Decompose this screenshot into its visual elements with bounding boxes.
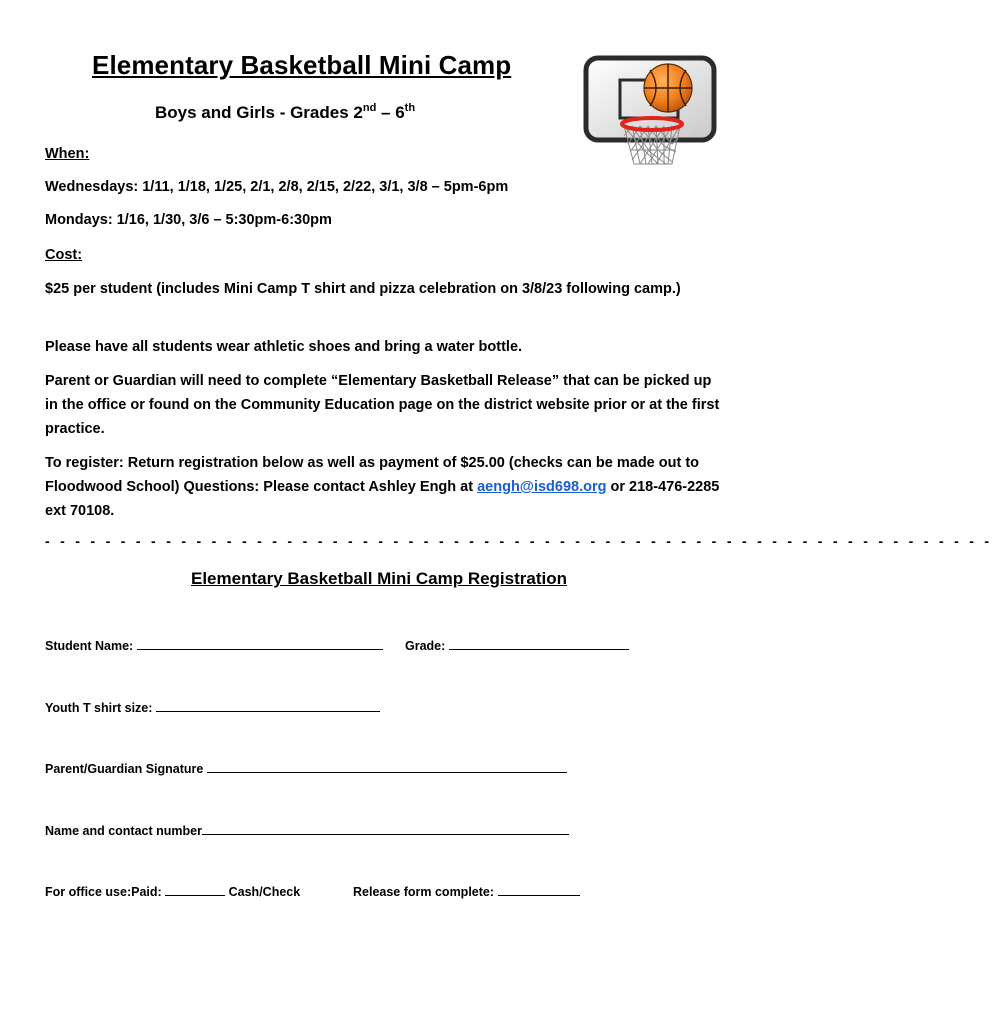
- subtitle: [155, 103, 415, 123]
- signature-blank[interactable]: [207, 759, 567, 773]
- grade-blank[interactable]: [449, 636, 629, 650]
- subtitle-mid: – 6: [376, 103, 405, 122]
- release-complete-label: Release form complete:: [353, 885, 498, 899]
- paid-blank[interactable]: [165, 882, 225, 896]
- tshirt-size-field[interactable]: [45, 698, 380, 715]
- contact-field[interactable]: [45, 821, 569, 838]
- student-name-field[interactable]: [45, 636, 383, 653]
- release-complete-field[interactable]: [353, 882, 580, 899]
- student-name-blank[interactable]: [137, 636, 383, 650]
- tshirt-size-blank[interactable]: [156, 698, 380, 712]
- office-use-label: For office use:Paid:: [45, 885, 166, 899]
- register-text: [45, 451, 730, 523]
- subtitle-sup-th: th: [404, 102, 416, 114]
- subtitle-main: Boys and Girls - Grades 2: [155, 103, 363, 122]
- release-complete-blank[interactable]: [498, 882, 580, 896]
- cash-check-label: Cash/Check: [225, 885, 301, 899]
- office-use-field[interactable]: [45, 882, 300, 899]
- register-pre: To register: Return registration below as well as payment of $25.00 (checks can be made out to Floodwood School) Questions: Please contact Ashley Engh at: [45, 455, 700, 495]
- registration-title: Elementary Basketball Mini Camp Registration: [191, 569, 567, 588]
- page-title: Elementary Basketball Mini Camp: [92, 50, 512, 80]
- grade-label: Grade:: [405, 639, 449, 653]
- shoes-text: Please have all students wear athletic shoes and bring a water bottle.: [45, 339, 523, 355]
- cut-line: - - - - - - - - - - - - - - - - - - - - - - - - - - - - - - - - - - - - - - - - - - - - - - - - - - - - - - - - - - - - - - -: [45, 533, 992, 549]
- contact-blank[interactable]: [202, 821, 569, 835]
- release-text: Parent or Guardian will need to complete “Elementary Basketball Release” that can be picked up in the office or found on the Community Education page on the district website prior or at the first practice.: [45, 373, 720, 437]
- when-heading: [45, 142, 735, 166]
- contact-email-link[interactable]: aengh@isd698.org: [477, 479, 607, 495]
- cost-heading: [45, 243, 735, 267]
- wednesdays-text: Wednesdays: 1/11, 1/18, 1/25, 2/1, 2/8, 2/15, 2/22, 3/1, 3/8 – 5pm-6pm: [45, 179, 509, 195]
- mondays-text: Mondays: 1/16, 1/30, 3/6 – 5:30pm-6:30pm: [45, 212, 332, 228]
- signature-label: Parent/Guardian Signature: [45, 762, 207, 776]
- when-heading-text: When:: [45, 146, 90, 162]
- student-name-label: Student Name:: [45, 639, 137, 653]
- signature-field[interactable]: [45, 759, 567, 776]
- register-post: or 218-476-2285 ext 70108.: [45, 479, 720, 519]
- grade-field[interactable]: [405, 636, 629, 653]
- cost-text: $25 per student (includes Mini Camp T shirt and pizza celebration on 3/8/23 following camp.): [45, 281, 681, 297]
- tshirt-size-label: Youth T shirt size:: [45, 701, 156, 715]
- contact-label: Name and contact number: [45, 824, 202, 838]
- cost-heading-text: Cost:: [45, 247, 83, 263]
- subtitle-sup-nd: nd: [362, 102, 377, 114]
